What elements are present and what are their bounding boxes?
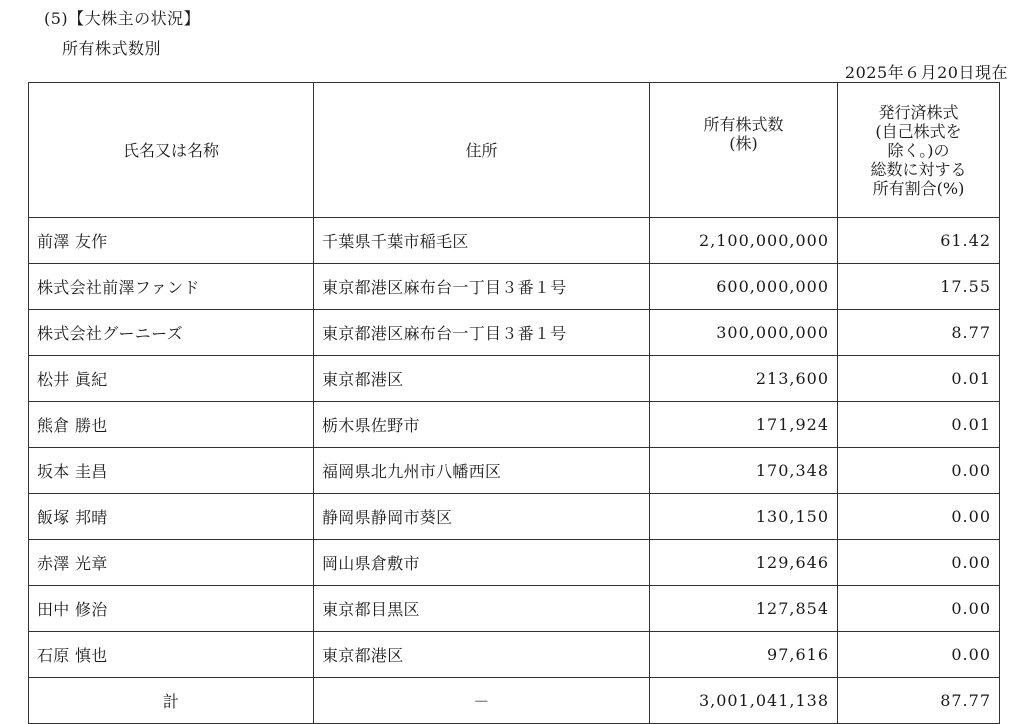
- header-name: 氏名又は名称: [29, 83, 314, 218]
- table-row: [29, 448, 1000, 494]
- holder-shares: 127,854: [650, 586, 838, 632]
- header-shares: [650, 83, 838, 218]
- table-row: [29, 310, 1000, 356]
- holder-address: 福岡県北九州市八幡西区: [314, 448, 650, 494]
- holder-address: 静岡県静岡市葵区: [314, 494, 650, 540]
- holder-shares: 600,000,000: [650, 264, 838, 310]
- holder-shares: 171,924: [650, 402, 838, 448]
- holder-shares: 170,348: [650, 448, 838, 494]
- table-row: [29, 356, 1000, 402]
- holder-name: 株式会社グーニーズ: [29, 310, 314, 356]
- holder-name: 熊倉 勝也: [29, 402, 314, 448]
- holder-address: 千葉県千葉市稲毛区: [314, 218, 650, 264]
- header-ratio-line4: 総数に対する: [870, 159, 967, 179]
- holder-ratio: 8.77: [838, 310, 1000, 356]
- holder-address: 岡山県倉敷市: [314, 540, 650, 586]
- table-row: [29, 632, 1000, 678]
- holder-ratio: 0.00: [838, 632, 1000, 678]
- holder-address: 東京都港区麻布台一丁目３番１号: [314, 264, 650, 310]
- holder-shares: 129,646: [650, 540, 838, 586]
- section-heading: (5)【大株主の状況】: [44, 9, 201, 28]
- table-row: [29, 264, 1000, 310]
- holder-ratio: 0.01: [838, 356, 1000, 402]
- holder-shares: 2,100,000,000: [650, 218, 838, 264]
- major-shareholders-table: [28, 82, 1000, 724]
- holder-ratio: 0.00: [838, 448, 1000, 494]
- holder-address: 東京都港区: [314, 356, 650, 402]
- holder-address: 東京都港区: [314, 632, 650, 678]
- holder-ratio: 61.42: [838, 218, 1000, 264]
- holder-ratio: 0.00: [838, 540, 1000, 586]
- table-row: [29, 218, 1000, 264]
- holder-ratio: 0.00: [838, 494, 1000, 540]
- header-address: 住所: [314, 83, 650, 218]
- holder-ratio: 17.55: [838, 264, 1000, 310]
- holder-shares: 300,000,000: [650, 310, 838, 356]
- holder-name: 松井 眞紀: [29, 356, 314, 402]
- holder-name: 赤澤 光章: [29, 540, 314, 586]
- header-ratio-line5: 所有割合(%): [872, 178, 965, 198]
- total-ratio: 87.77: [838, 678, 1000, 724]
- holder-name: 田中 修治: [29, 586, 314, 632]
- as-of-date: 2025年６月20日現在: [844, 63, 1008, 82]
- header-ratio-line3: 除く。)の: [887, 140, 950, 160]
- holder-name: 坂本 圭昌: [29, 448, 314, 494]
- holder-name: 前澤 友作: [29, 218, 314, 264]
- total-label: 計: [29, 678, 314, 724]
- table-row: [29, 494, 1000, 540]
- holder-address: 東京都目黒区: [314, 586, 650, 632]
- holder-shares: 213,600: [650, 356, 838, 402]
- holder-address: 栃木県佐野市: [314, 402, 650, 448]
- holder-name: 飯塚 邦晴: [29, 494, 314, 540]
- header-shares-line1: 所有株式数: [703, 115, 784, 134]
- holder-address: 東京都港区麻布台一丁目３番１号: [314, 310, 650, 356]
- total-address-dash: －: [314, 678, 650, 724]
- header-shares-line2: (株): [729, 134, 758, 153]
- total-shares: 3,001,041,138: [650, 678, 838, 724]
- section-subheading: 所有株式数別: [62, 39, 162, 58]
- header-ratio-line2: (自己株式を: [875, 121, 962, 141]
- holder-name: 石原 慎也: [29, 632, 314, 678]
- table-row: [29, 586, 1000, 632]
- holder-name: 株式会社前澤ファンド: [29, 264, 314, 310]
- holder-shares: 97,616: [650, 632, 838, 678]
- holder-ratio: 0.00: [838, 586, 1000, 632]
- header-ratio-line1: 発行済株式: [878, 102, 959, 122]
- header-ratio: [838, 83, 1000, 218]
- header-row: [29, 83, 1000, 218]
- table-row: [29, 540, 1000, 586]
- holder-shares: 130,150: [650, 494, 838, 540]
- holder-ratio: 0.01: [838, 402, 1000, 448]
- table-row: [29, 402, 1000, 448]
